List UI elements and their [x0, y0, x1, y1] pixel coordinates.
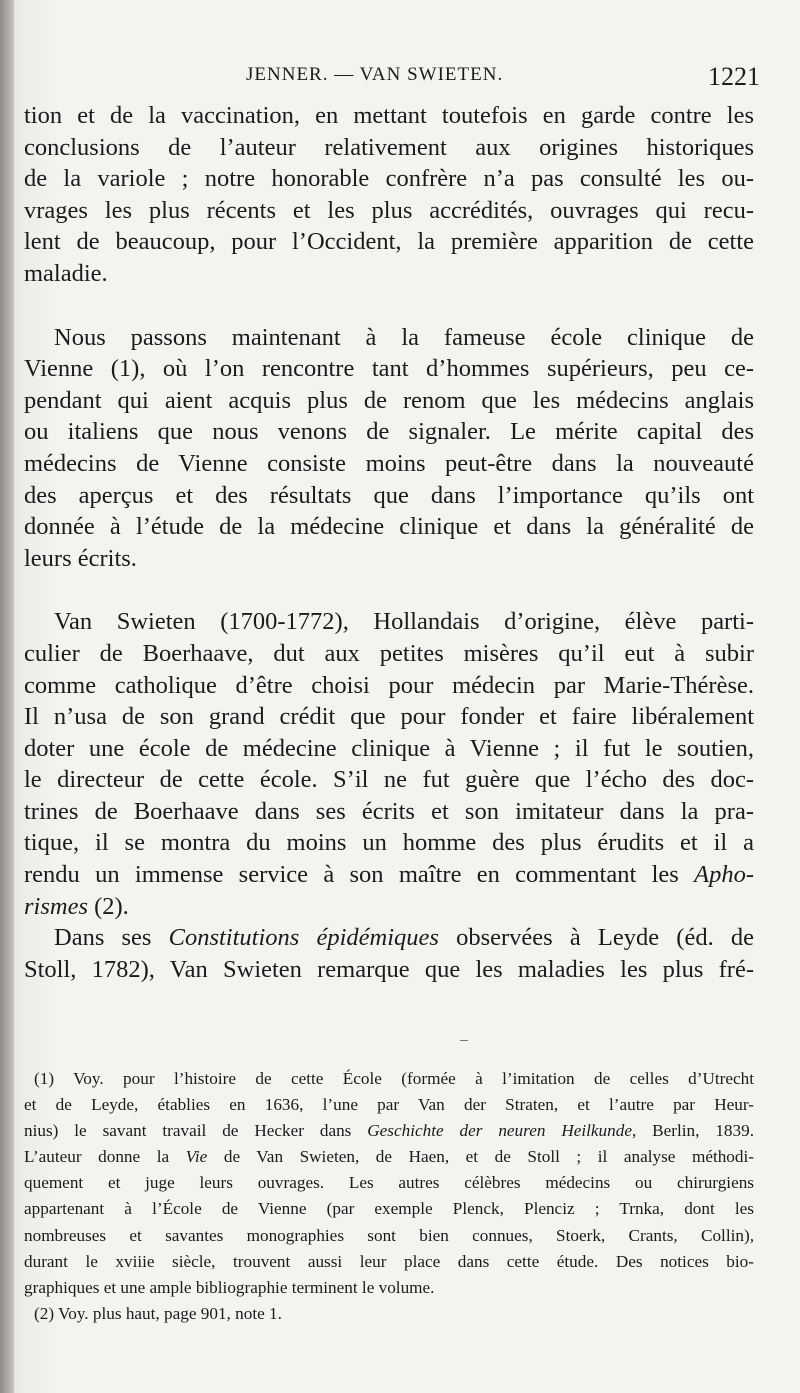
paragraph-2	[24, 322, 754, 575]
text-line	[24, 891, 754, 923]
text-line: conclusions de l’auteur relativement aux origines historiques	[24, 133, 754, 161]
text-line: de la variole ; notre honorable confrère n’a pas consulté les ou-	[24, 165, 754, 193]
text-line	[24, 922, 754, 954]
text-line: donnée à l’étude de la médecine clinique et dans la généralité de	[24, 513, 754, 541]
text-line: tique, il se montra du moins un homme des plus érudits et il a	[24, 829, 754, 857]
running-title: JENNER. — VAN SWIETEN.	[246, 64, 504, 85]
text-line: maladie.	[24, 259, 108, 287]
line-text: rendu un immense service à son maître en commentant les	[24, 861, 679, 889]
text-line: culier de Boerhaave, dut aux petites misères qu’il eut à subir	[24, 639, 754, 667]
page-header	[24, 62, 760, 96]
line-text: Dans ses	[54, 924, 169, 952]
text-line: ou italiens que nous venons de signaler. Le mérite capital des	[24, 418, 754, 446]
text-line: leurs écrits.	[24, 544, 137, 572]
italic-title: Vie	[185, 1147, 208, 1167]
text-line: des aperçus et des résultats que dans l’importance qu’ils ont	[24, 481, 754, 509]
footnote-line: nombreuses et savantes monographies sont bien connues, Stoerk, Crants, Collin),	[24, 1225, 754, 1245]
line-text: observées à Leyde (éd. de	[438, 924, 754, 952]
text-line: médecins de Vienne consiste moins peut-être dans la nouveauté	[24, 449, 754, 477]
text-line: Stoll, 1782), Van Swieten remarque que les maladies les plus fré-	[24, 955, 754, 983]
footnote-ref: (2).	[87, 892, 129, 920]
page-gutter-shadow	[0, 0, 14, 1393]
footnote-line: (1) Voy. pour l’histoire de cette École (formée à l’imitation de celles d’Utrecht	[34, 1069, 754, 1088]
footnote-line: durant le xviiie siècle, trouvent aussi leur place dans cette étude. Des notices bio-	[24, 1251, 754, 1271]
line-text: de Van Swieten, de Haen, et de Stoll ; il analyse méthodi-	[207, 1147, 754, 1167]
text-line: Il n’usa de son grand crédit que pour fonder et faire libéralement	[24, 703, 754, 731]
paragraph-1	[24, 100, 754, 290]
text-line: Vienne (1), où l’on rencontre tant d’hommes supérieurs, peu ce-	[24, 355, 754, 383]
footnotes	[24, 1066, 754, 1327]
text-line: doter une école de médecine clinique à Vienne ; il fut le soutien,	[24, 734, 754, 762]
text-line: le directeur de cette école. S’il ne fut guère que l’écho des doc-	[24, 766, 754, 794]
footnote-line	[24, 1144, 754, 1170]
line-text: nius) le savant travail de Hecker dans	[24, 1121, 368, 1141]
italic-title: Constitutions épidémiques	[168, 924, 439, 952]
paragraph-3	[24, 606, 754, 922]
text-line: vrages les plus récents et les plus accrédités, ouvrages qui recu-	[24, 196, 754, 224]
text-line: tion et de la vaccination, en mettant toutefois en garde contre les	[24, 102, 754, 129]
text-line: lent de beaucoup, pour l’Occident, la première apparition de cette	[24, 228, 754, 256]
text-line: Nous passons maintenant à la fameuse école clinique de	[54, 323, 754, 351]
footnote-line: appartenant à l’École de Vienne (par exemple Plenck, Plenciz ; Trnka, dont les	[24, 1199, 754, 1219]
footnote-line: (2) Voy. plus haut, page 901, note 1.	[34, 1303, 282, 1323]
text-line: Van Swieten (1700-1772), Hollandais d’origine, élève parti-	[54, 608, 754, 636]
main-text	[24, 100, 754, 985]
footnote-line: graphiques et une ample bibliographie terminent le volume.	[24, 1277, 435, 1297]
line-text: L’auteur donne la	[24, 1147, 186, 1167]
footnote-separator	[460, 1040, 468, 1041]
text-line: trines de Boerhaave dans ses écrits et son imitateur dans la pra-	[24, 797, 754, 825]
italic-title: rismes	[24, 892, 88, 920]
text-line: pendant qui aient acquis plus de renom que les médecins anglais	[24, 386, 754, 414]
footnote-line: et de Leyde, établies en 1636, l’une par Van der Straten, et l’autre par Heur-	[24, 1095, 754, 1115]
text-line: comme catholique d’être choisi pour médecin par Marie-Thérèse.	[24, 671, 754, 699]
footnote-line	[24, 1118, 754, 1144]
italic-title: Apho-	[694, 861, 754, 889]
page-number: 1221	[708, 62, 760, 91]
footnote-line: quement et juge leurs ouvrages. Les autres célèbres médecins ou chirurgiens	[24, 1173, 754, 1193]
text-line	[24, 859, 754, 891]
italic-title: Geschichte der neuren Heilkunde	[367, 1121, 632, 1141]
line-text: , Berlin, 1839.	[631, 1121, 755, 1141]
paragraph-4	[24, 922, 754, 985]
